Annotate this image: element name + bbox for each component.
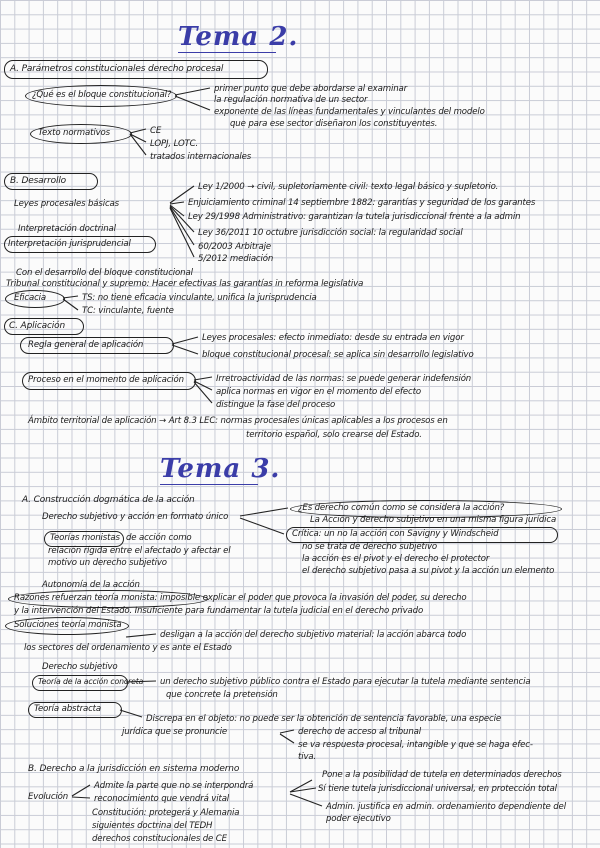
interp-juris: Interpretación jurisprudencial (8, 239, 131, 249)
note-2: Tribunal constitucional y supremo: Hacer efectivas las garantías in reforma legislativa (6, 279, 364, 289)
tema3-secA-heading: A. Construcción dogmática de la acción (22, 495, 195, 505)
text-lopj: LOPJ, LOTC. (150, 139, 199, 149)
evol-5: derechos constitucionales de CE (92, 834, 227, 844)
subj: Derecho subjetivo (42, 662, 118, 672)
moment-2: aplica normas en vigor en el momento del efecto (216, 387, 421, 397)
dual-5: los sectores del ordenamiento y es ante el Estado (24, 643, 232, 653)
rule-label: Regla general de aplicación (28, 340, 144, 350)
eficacia-label: Eficacia (14, 293, 47, 303)
law-1: Ley 1/2000 → civil, supletoriamente civil: texto legal básico y supletorio. (198, 182, 499, 192)
eficacia-tc: TC: vinculante, fuente (82, 306, 174, 316)
note-1: Con el desarrollo del bloque constitucional (16, 268, 193, 278)
monist-1: de acción como (126, 533, 192, 543)
right-2: Sí tiene tutela jurisdiccional universal, en protección total (318, 784, 557, 794)
concreta-1: un derecho subjetivo público contra el Estado para ejecutar la tutela mediante sentencia (160, 677, 531, 687)
evol-4: siguientes doctrina del TEDH (92, 821, 213, 831)
crit-2: la acción es el pivot y el derecho el protector (302, 554, 490, 564)
def-line-1: primer punto que debe abordarse al examinar (214, 84, 407, 94)
evol-2: reconocimiento que vendrá vital (94, 794, 230, 804)
dual-2: y la intervención del Estado. Insuficiente para fundamentar la tutela judicial en el derecho privado (14, 606, 424, 616)
def-line-3: exponente de las líneas fundamentales y vinculantes del modelo (214, 107, 485, 117)
text-ce: CE (150, 126, 162, 136)
evol-label: Evolución (28, 792, 69, 802)
abstract-1: Discrepa en el objeto: no puede ser la obtención de sentencia favorable, una especie (146, 714, 501, 724)
concreta-label: Teoría de la acción concreta (38, 677, 144, 686)
crit-3: el derecho subjetivo pasa a su pivot y la acción un elemento (302, 566, 555, 576)
monist-3: motivo un derecho subjetivo (48, 558, 167, 568)
bloque-question: ¿Qué es el bloque constitucional? (32, 90, 172, 100)
ambit-2: territorio español, solo crearse del Estado. (246, 430, 422, 440)
concreta-2: que concrete la pretensión (166, 690, 278, 700)
tema2-secA-heading: A. Parámetros constitucionales derecho procesal (10, 64, 224, 74)
tema2-secB-heading: B. Desarrollo (10, 176, 67, 186)
eficacia-ts: TS: no tiene eficacia vinculante, unifica la jurisprudencia (82, 293, 317, 303)
def-line-2: la regulación normativa de un sector (214, 95, 368, 105)
moment-label: Proceso en el momento de aplicación (28, 375, 184, 385)
tema3-q-ans: La Acción y derecho subjetivo en una misma figura jurídica (310, 515, 557, 525)
dual-3: Soluciones teoría monista (14, 620, 122, 630)
right-1: Pone a la posibilidad de tutela en determinados derechos (322, 770, 562, 780)
monist-2: relación rígida entre el afectado y afectar el (48, 546, 231, 556)
tema2-secC-heading: C. Aplicación (9, 321, 66, 331)
interp-doctrinal: Interpretación doctrinal (18, 224, 116, 234)
text-tratados: tratados internacionales (150, 152, 252, 162)
evol-3: Constitución: protegerá y Alemania (92, 808, 240, 818)
monist-label: Teorías monistas (50, 533, 120, 543)
law-3: Ley 29/1998 Administrativo: garantizan la tutela jurisdiccional frente a la admin (188, 212, 521, 222)
tema3-title-underline (160, 484, 258, 485)
evol-1: Admite la parte que no se interpondrá (94, 781, 254, 791)
def-line-4: que para ese sector diseñaron los constituyentes. (230, 119, 438, 129)
tema2-title: Tema 2. (178, 22, 299, 52)
crit: Crítica: un no la acción con Savigny y Windscheid (292, 529, 499, 539)
dual-1: Razones refuerzan teoría monista: imposible explicar el poder que provoca la invasión del poder, su derecho (14, 593, 467, 603)
abstract-5: tiva. (298, 752, 317, 762)
abstract-4: se va respuesta procesal, intangible y que se haga efec- (298, 740, 533, 750)
texts-label: Texto normativos (38, 128, 110, 138)
moment-3: distingue la fase del proceso (216, 400, 336, 410)
tema3-q: ¿Es derecho común como se considera la acción? (298, 503, 505, 513)
laws-label: Leyes procesales básicas (14, 199, 119, 209)
abstract-3: derecho de acceso al tribunal (298, 727, 421, 737)
ambit-1: Ámbito territorial de aplicación → Art 8.3 LEC: normas procesales únicas aplicables a los procesos en (28, 416, 448, 426)
right-4: poder ejecutivo (326, 814, 391, 824)
law-2: Enjuiciamiento criminal 14 septiembre 1882: garantías y seguridad de los garantes (188, 198, 536, 208)
tema3-title: Tema 3. (160, 454, 281, 484)
dual-4: desligan a la acción del derecho subjetivo material: la acción abarca todo (160, 630, 467, 640)
rule-2: bloque constitucional procesal: se aplica sin desarrollo legislativo (202, 350, 474, 360)
abstract-label: Teoría abstracta (34, 704, 101, 714)
moment-1: Irretroactividad de las normas: se puede generar indefensión (216, 374, 472, 384)
right-3: Admin. justifica en admin. ordenamiento dependiente del (326, 802, 566, 812)
crit-1: no se trata de derecho subjetivo (302, 542, 438, 552)
law-5: 60/2003 Arbitraje (198, 242, 271, 252)
law-4: Ley 36/2011 10 octubre jurisdicción social: la regularidad social (198, 228, 463, 238)
tema3-secB-heading: B. Derecho a la jurisdicción en sistema moderno (28, 764, 240, 774)
tema3-sub1: Derecho subjetivo y acción en formato único (42, 512, 229, 522)
law-6: 5/2012 mediación (198, 254, 274, 264)
autonomy: Autonomía de la acción (42, 580, 140, 590)
tema2-title-underline (178, 52, 276, 53)
abstract-2: jurídica que se pronuncie (122, 727, 227, 737)
rule-1: Leyes procesales: efecto inmediato: desde su entrada en vigor (202, 333, 464, 343)
